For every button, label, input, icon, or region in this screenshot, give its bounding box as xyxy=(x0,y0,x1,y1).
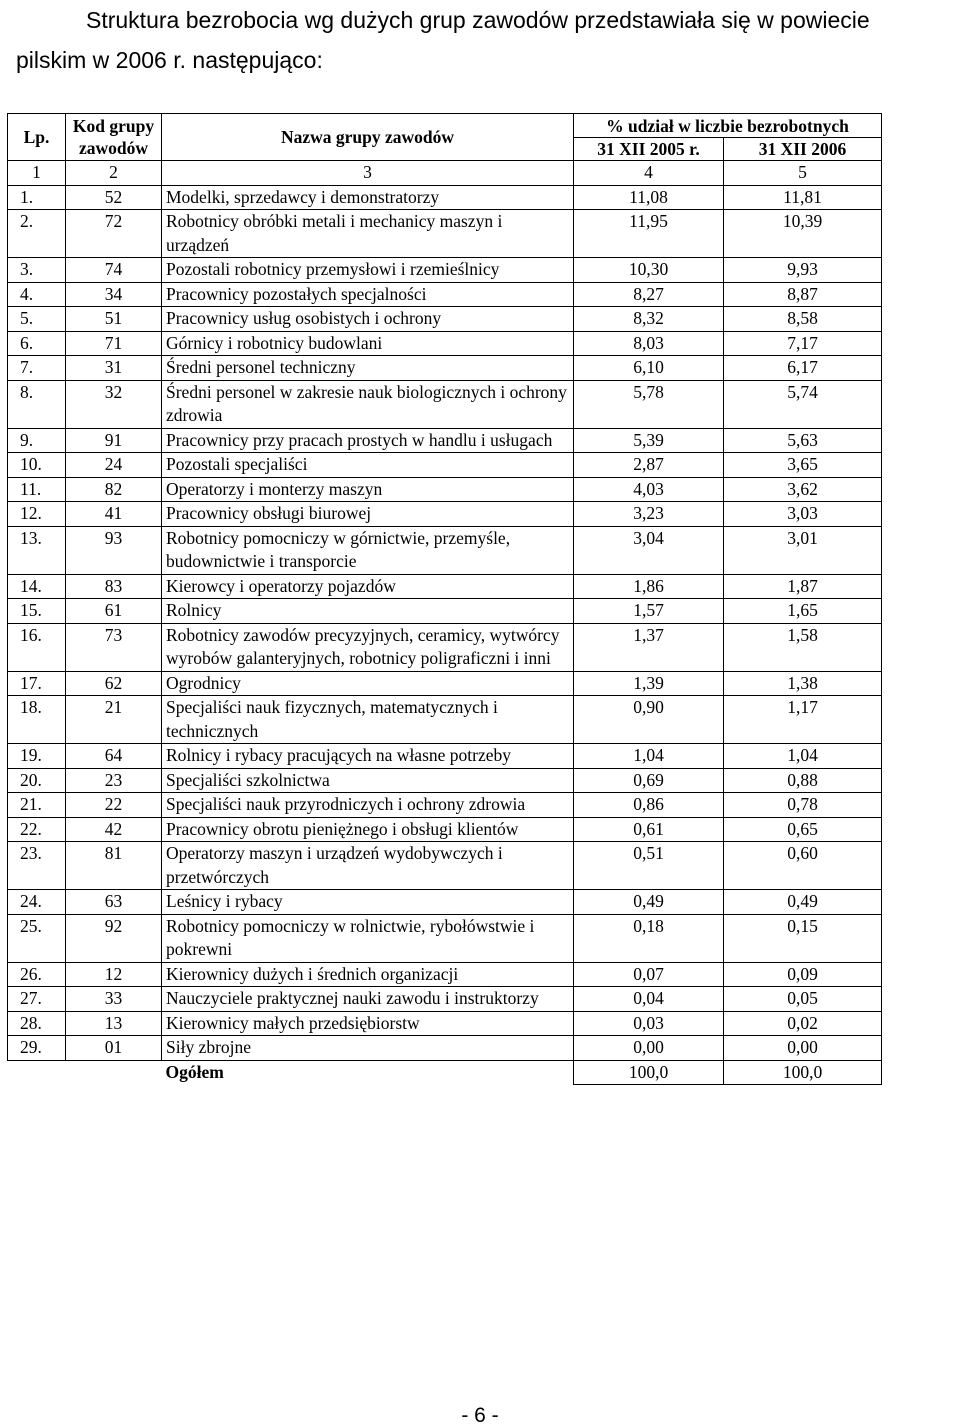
row-value-2006: 10,39 xyxy=(724,210,882,258)
row-code: 92 xyxy=(66,914,162,962)
row-code: 62 xyxy=(66,671,162,696)
row-value-2006: 0,15 xyxy=(724,914,882,962)
table-row xyxy=(8,1036,882,1061)
row-code: 63 xyxy=(66,890,162,915)
header-year-2006: 31 XII 2006 xyxy=(724,138,882,161)
row-name: Specjaliści nauk fizycznych, matematycznych i technicznych xyxy=(162,696,574,744)
table-row xyxy=(8,502,882,527)
row-lp: 27. xyxy=(8,987,66,1012)
row-name: Pozostali specjaliści xyxy=(162,453,574,478)
row-value-2005: 1,04 xyxy=(574,744,724,769)
table-row xyxy=(8,817,882,842)
header-year-2005: 31 XII 2005 r. xyxy=(574,138,724,161)
row-name: Modelki, sprzedawcy i demonstratorzy xyxy=(162,185,574,210)
row-code: 81 xyxy=(66,842,162,890)
row-value-2006: 7,17 xyxy=(724,331,882,356)
row-code: 71 xyxy=(66,331,162,356)
row-name: Pracownicy usług osobistych i ochrony xyxy=(162,307,574,332)
row-code: 23 xyxy=(66,768,162,793)
table-row xyxy=(8,210,882,258)
row-value-2006: 5,74 xyxy=(724,380,882,428)
table-row xyxy=(8,282,882,307)
table-row xyxy=(8,453,882,478)
row-value-2005: 0,00 xyxy=(574,1036,724,1061)
row-name: Pracownicy pozostałych specjalności xyxy=(162,282,574,307)
header-lp: Lp. xyxy=(8,114,66,161)
row-name: Operatorzy maszyn i urządzeń wydobywczych i przetwórczych xyxy=(162,842,574,890)
table-row xyxy=(8,914,882,962)
total-row xyxy=(8,1060,882,1085)
table-row xyxy=(8,962,882,987)
row-lp: 1. xyxy=(8,185,66,210)
row-name: Kierownicy dużych i średnich organizacji xyxy=(162,962,574,987)
row-name: Nauczyciele praktycznej nauki zawodu i instruktorzy xyxy=(162,987,574,1012)
row-code: 91 xyxy=(66,428,162,453)
row-name: Robotnicy pomocniczy w górnictwie, przemyśle, budownictwie i transporcie xyxy=(162,526,574,574)
row-name: Robotnicy pomocniczy w rolnictwie, rybołówstwie i pokrewni xyxy=(162,914,574,962)
row-value-2006: 0,60 xyxy=(724,842,882,890)
row-lp: 26. xyxy=(8,962,66,987)
row-code: 13 xyxy=(66,1011,162,1036)
row-name: Średni personel w zakresie nauk biologicznych i ochrony zdrowia xyxy=(162,380,574,428)
row-code: 12 xyxy=(66,962,162,987)
row-value-2005: 8,03 xyxy=(574,331,724,356)
row-value-2005: 3,04 xyxy=(574,526,724,574)
row-name: Pracownicy obrotu pieniężnego i obsługi klientów xyxy=(162,817,574,842)
row-value-2005: 10,30 xyxy=(574,258,724,283)
row-value-2005: 0,18 xyxy=(574,914,724,962)
row-value-2005: 1,39 xyxy=(574,671,724,696)
table-row xyxy=(8,696,882,744)
row-value-2006: 9,93 xyxy=(724,258,882,283)
column-number: 2 xyxy=(66,161,162,186)
row-value-2006: 1,04 xyxy=(724,744,882,769)
header-code: Kod grupy zawodów xyxy=(66,114,162,161)
row-code: 31 xyxy=(66,356,162,381)
row-code: 34 xyxy=(66,282,162,307)
row-value-2005: 11,08 xyxy=(574,185,724,210)
row-code: 42 xyxy=(66,817,162,842)
row-code: 24 xyxy=(66,453,162,478)
column-number: 1 xyxy=(8,161,66,186)
table-row xyxy=(8,890,882,915)
row-value-2006: 0,65 xyxy=(724,817,882,842)
row-value-2005: 0,04 xyxy=(574,987,724,1012)
row-lp: 18. xyxy=(8,696,66,744)
row-code: 01 xyxy=(66,1036,162,1061)
row-code: 74 xyxy=(66,258,162,283)
table-row xyxy=(8,599,882,624)
row-value-2005: 1,37 xyxy=(574,623,724,671)
column-number: 5 xyxy=(724,161,882,186)
row-value-2006: 5,63 xyxy=(724,428,882,453)
row-lp: 2. xyxy=(8,210,66,258)
table-row xyxy=(8,768,882,793)
table-row xyxy=(8,307,882,332)
table-row xyxy=(8,258,882,283)
row-code: 73 xyxy=(66,623,162,671)
row-lp: 4. xyxy=(8,282,66,307)
row-code: 83 xyxy=(66,574,162,599)
row-value-2006: 3,62 xyxy=(724,477,882,502)
table-row xyxy=(8,185,882,210)
row-code: 93 xyxy=(66,526,162,574)
header-share: % udział w liczbie bezrobotnych xyxy=(574,114,882,138)
row-lp: 21. xyxy=(8,793,66,818)
table-row xyxy=(8,356,882,381)
table-row xyxy=(8,526,882,574)
intro-paragraph: Struktura bezrobocia wg dużych grup zawodów przedstawiała się w powiecie pilskim w 2006 r. następująco: xyxy=(16,7,870,73)
table-row xyxy=(8,671,882,696)
row-lp: 11. xyxy=(8,477,66,502)
row-value-2005: 6,10 xyxy=(574,356,724,381)
row-name: Robotnicy obróbki metali i mechanicy maszyn i urządzeń xyxy=(162,210,574,258)
row-name: Robotnicy zawodów precyzyjnych, ceramicy, wytwórcy wyrobów galanteryjnych, robotnicy poligraficzni i inni xyxy=(162,623,574,671)
table-row xyxy=(8,574,882,599)
row-value-2006: 1,58 xyxy=(724,623,882,671)
row-code: 33 xyxy=(66,987,162,1012)
row-name: Pracownicy obsługi biurowej xyxy=(162,502,574,527)
row-code: 72 xyxy=(66,210,162,258)
row-code: 21 xyxy=(66,696,162,744)
row-value-2006: 3,01 xyxy=(724,526,882,574)
row-name: Średni personel techniczny xyxy=(162,356,574,381)
row-value-2006: 1,17 xyxy=(724,696,882,744)
row-value-2005: 1,57 xyxy=(574,599,724,624)
row-value-2005: 0,07 xyxy=(574,962,724,987)
row-lp: 7. xyxy=(8,356,66,381)
row-lp: 13. xyxy=(8,526,66,574)
row-name: Leśnicy i rybacy xyxy=(162,890,574,915)
row-lp: 15. xyxy=(8,599,66,624)
row-lp: 16. xyxy=(8,623,66,671)
row-value-2006: 0,78 xyxy=(724,793,882,818)
row-code: 52 xyxy=(66,185,162,210)
table-row xyxy=(8,842,882,890)
table-row xyxy=(8,1011,882,1036)
row-code: 41 xyxy=(66,502,162,527)
row-value-2005: 0,86 xyxy=(574,793,724,818)
row-lp: 28. xyxy=(8,1011,66,1036)
total-value-2005: 100,0 xyxy=(574,1060,724,1085)
row-value-2006: 8,87 xyxy=(724,282,882,307)
table-row xyxy=(8,428,882,453)
table-row xyxy=(8,380,882,428)
row-value-2005: 0,03 xyxy=(574,1011,724,1036)
row-code: 82 xyxy=(66,477,162,502)
row-value-2005: 3,23 xyxy=(574,502,724,527)
page-number: - 6 - xyxy=(461,1404,499,1427)
row-value-2005: 0,51 xyxy=(574,842,724,890)
row-lp: 12. xyxy=(8,502,66,527)
unemployment-structure-table xyxy=(7,113,882,1085)
row-code: 64 xyxy=(66,744,162,769)
row-value-2006: 1,65 xyxy=(724,599,882,624)
table-row xyxy=(8,477,882,502)
row-lp: 10. xyxy=(8,453,66,478)
row-name: Kierowcy i operatorzy pojazdów xyxy=(162,574,574,599)
row-value-2005: 8,27 xyxy=(574,282,724,307)
row-value-2006: 3,03 xyxy=(724,502,882,527)
table-row xyxy=(8,331,882,356)
row-name: Pozostali robotnicy przemysłowi i rzemieślnicy xyxy=(162,258,574,283)
row-name: Pracownicy przy pracach prostych w handlu i usługach xyxy=(162,428,574,453)
row-lp: 17. xyxy=(8,671,66,696)
row-code: 51 xyxy=(66,307,162,332)
row-value-2006: 11,81 xyxy=(724,185,882,210)
row-value-2005: 4,03 xyxy=(574,477,724,502)
row-lp: 24. xyxy=(8,890,66,915)
row-lp: 9. xyxy=(8,428,66,453)
total-label: Ogółem xyxy=(165,1061,224,1082)
row-lp: 29. xyxy=(8,1036,66,1061)
row-code: 32 xyxy=(66,380,162,428)
header-name: Nazwa grupy zawodów xyxy=(162,114,574,161)
row-code: 61 xyxy=(66,599,162,624)
row-value-2005: 0,90 xyxy=(574,696,724,744)
row-value-2006: 0,02 xyxy=(724,1011,882,1036)
table-row xyxy=(8,793,882,818)
row-value-2005: 5,39 xyxy=(574,428,724,453)
row-name: Kierownicy małych przedsiębiorstw xyxy=(162,1011,574,1036)
row-value-2006: 3,65 xyxy=(724,453,882,478)
row-lp: 14. xyxy=(8,574,66,599)
total-value-2006: 100,0 xyxy=(724,1060,882,1085)
row-name: Siły zbrojne xyxy=(162,1036,574,1061)
column-number: 3 xyxy=(162,161,574,186)
row-name: Ogrodnicy xyxy=(162,671,574,696)
row-value-2005: 8,32 xyxy=(574,307,724,332)
row-value-2006: 6,17 xyxy=(724,356,882,381)
row-lp: 8. xyxy=(8,380,66,428)
row-value-2005: 2,87 xyxy=(574,453,724,478)
table-row xyxy=(8,987,882,1012)
row-code: 22 xyxy=(66,793,162,818)
row-value-2005: 5,78 xyxy=(574,380,724,428)
row-value-2005: 0,69 xyxy=(574,768,724,793)
row-value-2006: 0,05 xyxy=(724,987,882,1012)
row-name: Specjaliści szkolnictwa xyxy=(162,768,574,793)
row-lp: 6. xyxy=(8,331,66,356)
table-row xyxy=(8,623,882,671)
row-value-2006: 0,49 xyxy=(724,890,882,915)
row-lp: 25. xyxy=(8,914,66,962)
row-name: Rolnicy xyxy=(162,599,574,624)
row-name: Górnicy i robotnicy budowlani xyxy=(162,331,574,356)
row-value-2006: 0,88 xyxy=(724,768,882,793)
row-lp: 19. xyxy=(8,744,66,769)
row-lp: 20. xyxy=(8,768,66,793)
row-name: Rolnicy i rybacy pracujących na własne potrzeby xyxy=(162,744,574,769)
row-name: Specjaliści nauk przyrodniczych i ochrony zdrowia xyxy=(162,793,574,818)
row-value-2006: 8,58 xyxy=(724,307,882,332)
table-row xyxy=(8,744,882,769)
row-name: Operatorzy i monterzy maszyn xyxy=(162,477,574,502)
row-value-2005: 0,61 xyxy=(574,817,724,842)
row-value-2005: 0,49 xyxy=(574,890,724,915)
row-value-2005: 1,86 xyxy=(574,574,724,599)
row-lp: 3. xyxy=(8,258,66,283)
row-lp: 22. xyxy=(8,817,66,842)
row-lp: 23. xyxy=(8,842,66,890)
row-value-2006: 0,09 xyxy=(724,962,882,987)
row-value-2006: 1,38 xyxy=(724,671,882,696)
row-lp: 5. xyxy=(8,307,66,332)
row-value-2005: 11,95 xyxy=(574,210,724,258)
row-value-2006: 1,87 xyxy=(724,574,882,599)
column-number: 4 xyxy=(574,161,724,186)
row-value-2006: 0,00 xyxy=(724,1036,882,1061)
